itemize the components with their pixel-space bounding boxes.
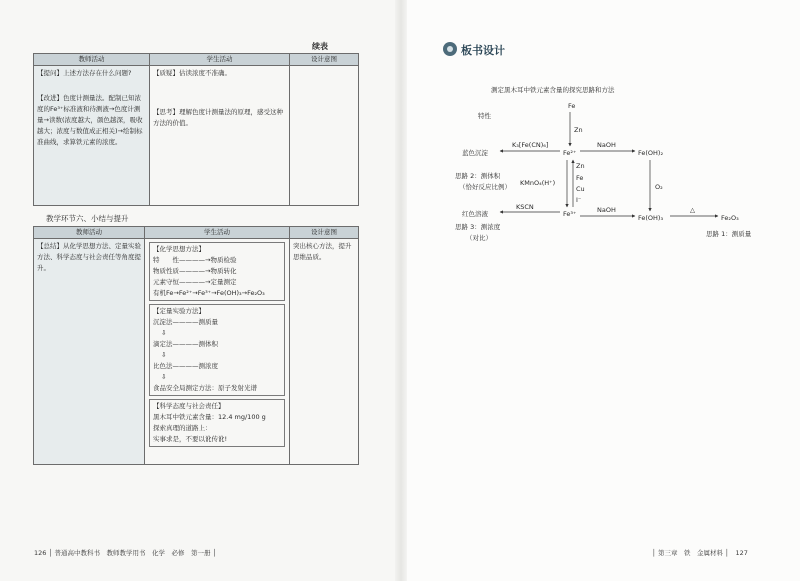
responsibility-line: 黑木耳中铁元素含量：12.4 mg/100 g [153, 413, 266, 421]
node-fe3: Fe³⁺ [563, 210, 577, 218]
reagent-i: I⁻ [576, 196, 582, 204]
responsibility-line: 探索真理的道路上： [153, 424, 212, 432]
node-feoh3: Fe(OH)₃ [638, 214, 664, 222]
right-footer: │ 第三章 铁 金属材料 │ 127 [652, 549, 748, 557]
student-think-text: 【思考】理解色度计测量法的原理，感受这种方法的价值。 [153, 108, 283, 127]
teacher-improve-text: 【改进】色度计测量法。配制已知浓度的Fe³⁺标准液和待测液→色度计测量→读数(浓度越大，颜色越深，吸收越大；浓度与数值成正相关)→绘制标准曲线，求算铁元素的浓度。 [37, 94, 143, 146]
idea3-label: 思路 3：测浓度 [455, 223, 501, 231]
table2-teacher-cell [34, 239, 145, 465]
reagent-kscn: KSCN [516, 203, 534, 211]
responsibility-line: 实事求是，不要以讹传讹! [153, 435, 228, 443]
table2-intent-cell [290, 239, 359, 465]
activity-table-summary [33, 226, 359, 465]
method-down-arrow: ⇩ [161, 351, 167, 359]
table2-header-intent: 设计意图 [290, 227, 359, 239]
thinking-line: 特 性————→物质检验 [153, 256, 237, 264]
food-safety-line: 食品安全局测定方法：原子发射光谱 [153, 384, 257, 392]
diagram-heading: 测定黑木耳中铁元素含量的探究思路和方法 [491, 86, 615, 94]
method-down-arrow: ⇩ [161, 373, 167, 381]
chem-thinking-title: 【化学思想方法】 [153, 245, 205, 253]
reagent-kmno4: KMnO₄(H⁺) [520, 179, 556, 187]
thinking-line: 物质性质————→物质转化 [153, 267, 237, 275]
table1-header-student: 学生活动 [150, 54, 290, 66]
activity-table-continued [33, 53, 359, 206]
iron-chain: 有机Fe→Fe²⁺→Fe³⁺→Fe(OH)₃→Fe₂O₃ [153, 289, 265, 297]
node-fe2o3: Fe₂O₃ [721, 214, 739, 222]
teacher-question-text: 【提问】上述方法存在什么问题? [37, 69, 132, 77]
section-title: 教学环节六、小结与提升 [46, 214, 129, 223]
method-line: 比色法————测浓度 [153, 362, 218, 370]
table2-header-teacher: 教师活动 [34, 227, 145, 239]
quant-method-title: 【定量实验方法】 [153, 307, 205, 315]
table1-header-intent: 设计意图 [290, 54, 359, 66]
quant-method-box [149, 304, 285, 396]
thinking-line: 元素守恒————→定量测定 [153, 278, 237, 286]
board-diagram [400, 0, 800, 260]
node-fe: Fe [568, 102, 576, 110]
reagent-zn2: Zn [576, 162, 585, 170]
table2-student-cell [145, 239, 290, 465]
idea2-label: 思路 2：测体积 [455, 172, 501, 180]
table1-student-cell [150, 66, 290, 206]
idea1-label: 思路 1：测质量 [706, 230, 752, 238]
method-line: 沉淀法————测质量 [153, 318, 218, 326]
reagent-cu: Cu [576, 185, 585, 193]
table2-header-student: 学生活动 [145, 227, 290, 239]
reagent-naoh1: NaOH [597, 141, 616, 149]
method-down-arrow: ⇩ [161, 329, 167, 337]
intent-text: 突出核心方法，提升思维品质。 [293, 242, 352, 261]
node-feoh2: Fe(OH)₂ [638, 149, 664, 157]
teacher-summary-text: 【总结】从化学思想方法、定量实验方法、科学态度与社会责任等角度提升。 [37, 242, 141, 272]
reagent-fe: Fe [576, 174, 584, 182]
reagent-heat: △ [690, 206, 695, 214]
node-hongse: 红色溶液 [462, 210, 488, 218]
responsibility-title: 【科学态度与社会责任】 [153, 402, 225, 410]
table1-header-teacher: 教师活动 [34, 54, 150, 66]
idea2-sub: （恰好反应比例） [459, 183, 511, 191]
chem-thinking-box [149, 242, 285, 301]
node-fe2: Fe²⁺ [563, 149, 577, 157]
reagent-zn: Zn [574, 126, 583, 134]
student-doubt-text: 【质疑】估读浓度不准确。 [153, 69, 231, 77]
reagent-naoh2: NaOH [597, 206, 616, 214]
idea3-sub: （对比） [466, 234, 492, 242]
responsibility-box [149, 399, 285, 447]
method-line: 滴定法————测体积 [153, 340, 218, 348]
reagent-k3: K₃[Fe(CN)₆] [512, 141, 549, 149]
table1-teacher-cell [34, 66, 150, 206]
reagent-o2: O₂ [655, 183, 663, 191]
continued-label: 续表 [312, 42, 328, 51]
node-lanse: 蓝色沉淀 [462, 149, 488, 157]
table1-intent-cell [290, 66, 359, 206]
board-design-title: 板书设计 [461, 44, 505, 57]
left-footer: 126 │ 普通高中教科书 教师教学用书 化学 必修 第一册 │ [34, 549, 217, 557]
node-xingzhi: 特性 [478, 112, 491, 120]
